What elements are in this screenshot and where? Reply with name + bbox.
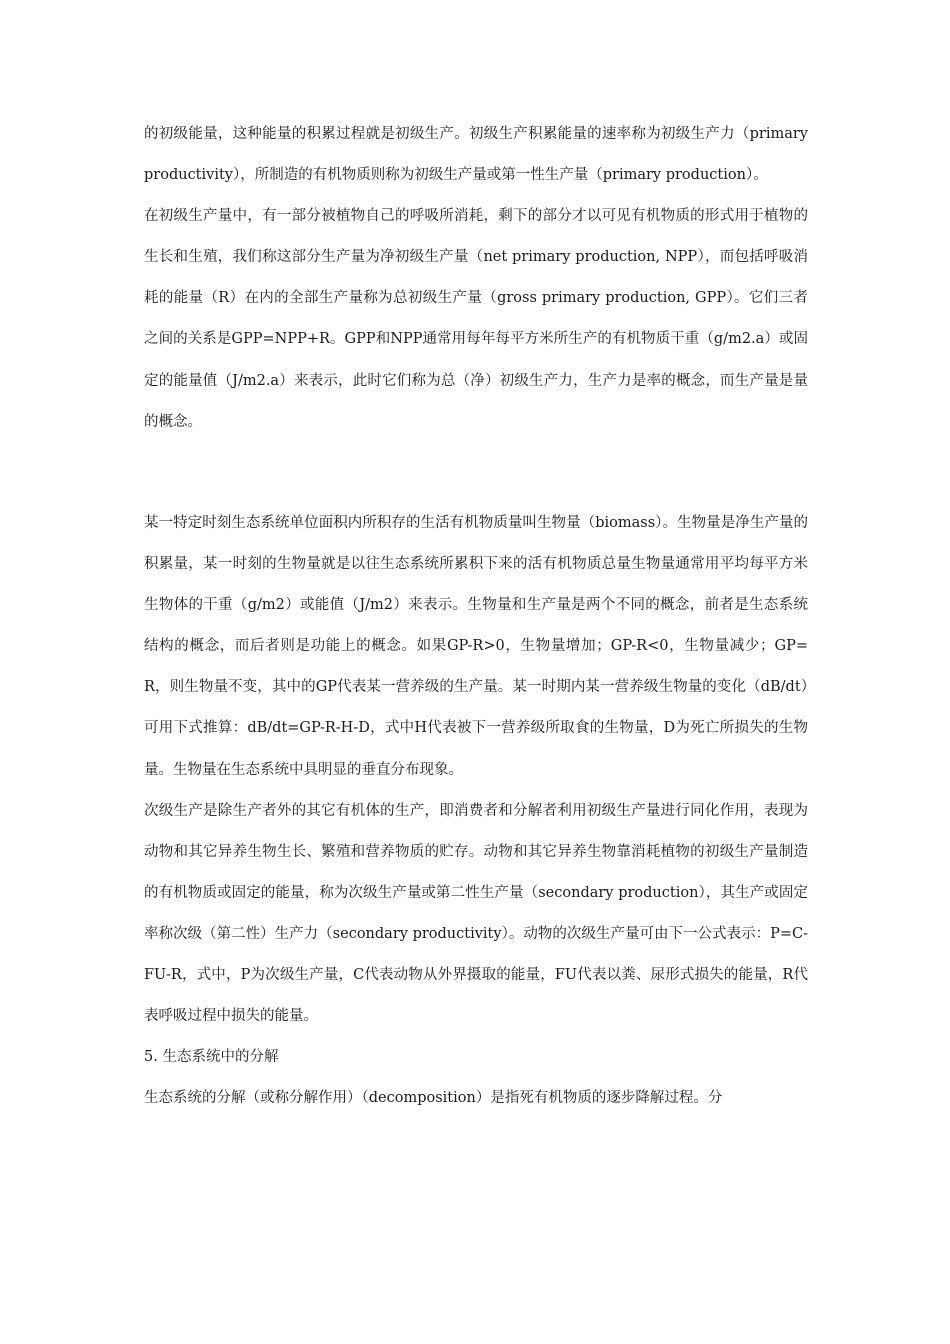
text-block-lower	[144, 503, 808, 1119]
paragraph-net-gross-production: 在初级生产量中，有一部分被植物自己的呼吸所消耗，剩下的部分才以可见有机物质的形式用于植物的生长和生殖，我们称这部分生产量为净初级生产量（net primary production, NPP），而包括呼吸消耗的能量（R）在内的全部生产量称为总初级生产量（gross primary production, GPP）。它们三者之间的关系是GPP=NPP+R。GPP和NPP通常用每年每平方米所生产的有机物质干重（g/m2.a）或固定的能量值（J/m2.a）来表示，此时它们称为总（净）初级生产力，生产力是率的概念，而生产量是量的概念。	[144, 208, 808, 430]
section-heading: 5. 生态系统中的分解	[144, 1049, 279, 1066]
paragraph-biomass: 某一特定时刻生态系统单位面积内所积存的生活有机物质量叫生物量（biomass）。生物量是净生产量的积累量，某一时刻的生物量就是以往生态系统所累积下来的活有机物质总量生物量通常用平均每平方米生物体的干重（g/m2）或能值（J/m2）来表示。生物量和生产量是两个不同的概念，前者是生态系统结构的概念，而后者则是功能上的概念。如果GP-R>0，生物量增加；GP-R<0，生物量减少；GP=R，则生物量不变，其中的GP代表某一营养级的生产量。某一时期内某一营养级生物量的变化（dB/dt）可用下式推算：dB/dt=GP-R-H-D，式中H代表被下一营养级所取食的生物量，D为死亡所损失的生物量。生物量在生态系统中具明显的垂直分布现象。	[144, 515, 808, 778]
paragraph-primary-production: 的初级能量，这种能量的积累过程就是初级生产。初级生产积累能量的速率称为初级生产力（primary productivity），所制造的有机物质则称为初级生产量或第一性生产量（primary production）。	[144, 126, 808, 184]
paragraph-decomposition: 生态系统的分解（或称分解作用）（decomposition）是指死有机物质的逐步降解过程。分	[144, 1090, 723, 1107]
text-block-upper	[144, 114, 808, 443]
paragraph-secondary-production: 次级生产是除生产者外的其它有机体的生产，即消费者和分解者利用初级生产量进行同化作用，表现为动物和其它异养生物生长、繁殖和营养物质的贮存。动物和其它异养生物靠消耗植物的初级生产量制造的有机物质或固定的能量，称为次级生产量或第二性生产量（secondary production），其生产或固定率称次级（第二性）生产力（secondary productivity）。动物的次级生产量可由下一公式表示：P=C-FU-R，式中，P为次级生产量，C代表动物从外界摄取的能量，FU代表以粪、尿形式损失的能量，R代表呼吸过程中损失的能量。	[144, 802, 808, 1025]
